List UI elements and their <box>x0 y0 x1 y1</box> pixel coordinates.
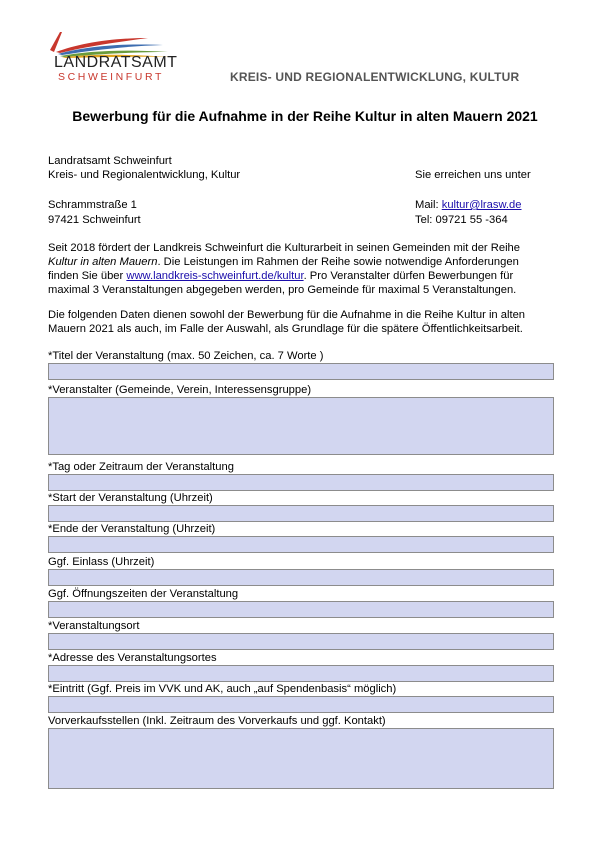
department-heading: KREIS- UND REGIONALENTWICKLUNG, KULTUR <box>230 70 520 84</box>
organizer-input[interactable] <box>48 397 554 455</box>
landratsamt-logo <box>48 28 178 88</box>
admission-time-input[interactable] <box>48 569 554 586</box>
field-label-date: *Tag oder Zeitraum der Veranstaltung <box>48 461 234 473</box>
field-label-venue: *Veranstaltungsort <box>48 620 140 632</box>
contact-mail-label: Mail: <box>415 199 442 211</box>
intro-line2-rest: . Die Leistungen im Rahmen der Reihe sowie notwendige Anforderungen <box>157 256 519 268</box>
logo-name: LANDRATSAMT <box>54 54 178 71</box>
address-line1: Landratsamt Schweinfurt <box>48 155 172 167</box>
contact-mail-row <box>415 198 522 213</box>
page-title: Bewerbung für die Aufnahme in der Reihe Kultur in alten Mauern 2021 <box>72 108 538 124</box>
series-name: Kultur in alten Mauern <box>48 256 158 268</box>
field-label-organizer: *Veranstalter (Gemeinde, Verein, Interessensgruppe) <box>48 384 312 396</box>
intro-line3-pre: finden Sie über <box>48 270 127 282</box>
admission-price-input[interactable] <box>48 696 554 713</box>
field-label-admission-time: Ggf. Einlass (Uhrzeit) <box>48 556 155 568</box>
venue-address-input[interactable] <box>48 665 554 682</box>
logo-subtitle: SCHWEINFURT <box>58 71 164 83</box>
field-label-opening-hours: Ggf. Öffnungszeiten der Veranstaltung <box>48 588 239 600</box>
website-link[interactable]: www.landkreis-schweinfurt.de/kultur <box>126 270 304 282</box>
address-street: Schrammstraße 1 <box>48 199 137 211</box>
intro-line3 <box>48 269 513 284</box>
address-line2: Kreis- und Regionalentwicklung, Kultur <box>48 169 241 181</box>
presale-input[interactable] <box>48 728 554 789</box>
venue-input[interactable] <box>48 633 554 650</box>
title-input[interactable] <box>48 363 554 380</box>
date-input[interactable] <box>48 474 554 491</box>
field-label-end: *Ende der Veranstaltung (Uhrzeit) <box>48 523 216 535</box>
intro-line3-post: . Pro Veranstalter dürfen Bewerbungen für <box>303 270 514 282</box>
contact-tel: Tel: 09721 55 -364 <box>415 214 508 226</box>
field-label-admission-price: *Eintritt (Ggf. Preis im VVK und AK, auch „auf Spendenbasis“ möglich) <box>48 683 397 695</box>
address-city: 97421 Schweinfurt <box>48 214 141 226</box>
opening-hours-input[interactable] <box>48 601 554 618</box>
contact-mail-link[interactable]: kultur@lrasw.de <box>441 199 522 211</box>
intro-line1: Seit 2018 fördert der Landkreis Schweinfurt die Kulturarbeit in seinen Gemeinden mit der Reihe <box>48 242 520 254</box>
field-label-presale: Vorverkaufsstellen (Inkl. Zeitraum des Vorverkaufs und ggf. Kontakt) <box>48 715 386 727</box>
purpose-line2: Mauern 2021 als auch, im Falle der Auswahl, als Grundlage für die spätere Öffentlichkeitsarbeit. <box>48 323 523 335</box>
contact-intro: Sie erreichen uns unter <box>415 169 531 181</box>
intro-line2 <box>48 255 519 270</box>
intro-line4: maximal 3 Veranstaltungen abgegeben werden, pro Gemeinde für maximal 5 Veranstaltungen. <box>48 284 517 296</box>
field-label-start: *Start der Veranstaltung (Uhrzeit) <box>48 492 213 504</box>
field-label-venue-address: *Adresse des Veranstaltungsortes <box>48 652 217 664</box>
field-label-title: *Titel der Veranstaltung (max. 50 Zeichen, ca. 7 Worte ) <box>48 350 324 362</box>
end-time-input[interactable] <box>48 536 554 553</box>
purpose-line1: Die folgenden Daten dienen sowohl der Bewerbung für die Aufnahme in die Reihe Kultur in alten <box>48 309 526 321</box>
start-time-input[interactable] <box>48 505 554 522</box>
